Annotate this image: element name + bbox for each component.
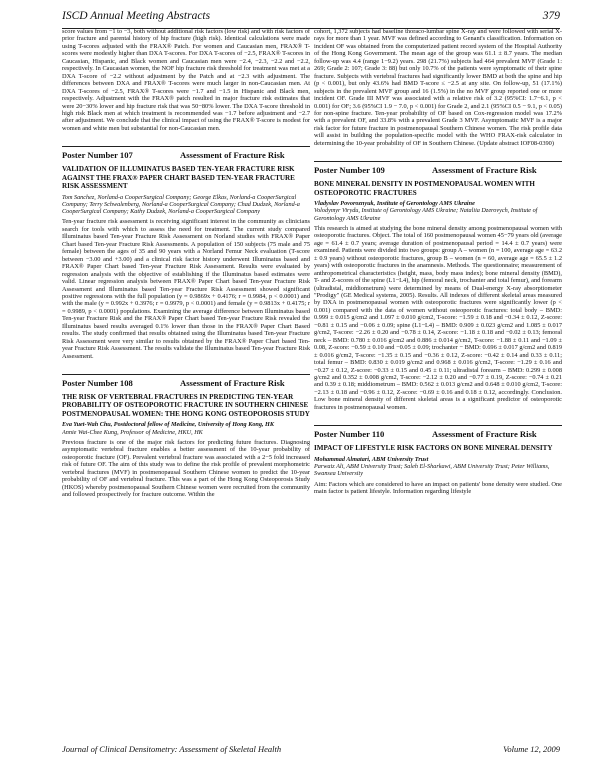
poster-heading <box>62 150 310 161</box>
poster-number: Poster Number 108 <box>62 378 133 389</box>
lead-author: Eva Yuet-Wah Chu, Postdoctoral fellow of Medicine, University of Hong Kong, HK <box>62 421 274 429</box>
abstract-title: IMPACT OF LIFESTYLE RISK FACTORS ON BONE MINERAL DENSITY <box>314 444 553 453</box>
poster-heading <box>62 378 310 389</box>
continued-abstract-text: cohort, 1,372 subjects had baseline thoraco-lumbar spine X-ray and were followed with serial X-rays for more than 1 year. MVF was defined according to Genant's classification. Information on incident OF was obtained from the computerized patient record system of the Hospital Authority of the Hong Kong Government. The mean age of the group was 61.1 ± 8.7 years. The median follow-up was 4.4 (range 1−9.2) years. 298 (21.7%) subjects had 464 prevalent MVF (Grade 1: 269; Grade 2: 107; Grade 3: 88) but only 10.7% of the patients were symptomatic of their spine fracture. Subjects with vertebral fractures had significantly lower BMD at both the spine and hip (p < 0.001), but only 43.6% had BMD T-score ≤ −2.5 at any site. On follow-up, 51 (17.1%) subjects in the prevalent MVF group and 16 (1.5%) in the no MVF group reported one or more incident OF. Grade III MVF was associated with a relative risk of 3.2 (95%CI: 1.7−6.1, p < 0.001) for OF; 3.6 (95%CI 1.9 − 7.0, p < 0.001) for Grade 2, and 2.1 (95%CI 0.5 − 9.1, p < 0.05) for non-spine fracture. Ten-year probability of OF based on Cox-regression model was 17.2% with a prevalent OF, and 33.8% with a prevalent Grade 3 MVF. Asymptomatic MVF is a major risk factor for future fracture in postmenopausal Southern Chinese women. The risk profile data will assist in building the population-specific model with the WHO FRAX-risk calculator in determining the 10-year probability of OF in Southern Chinese. (Update abstract IOF08-0390) <box>314 28 562 147</box>
abstract-authors <box>314 456 562 478</box>
poster-110 <box>314 425 562 495</box>
poster-number: Poster Number 109 <box>314 165 385 176</box>
lead-author: Mohammad Almatari, ABM University Trust <box>314 455 429 463</box>
abstract-body: This research is aimed at studying the bone mineral density among postmenopausal women with osteoporotic fractures. Object. The total of 160 postmenopausal women 45−79 years old (average age = 61.4 ± 0.7 years; average duration of postmenopausal period = 14.4 ± 0.7 years) were examined. Patients were divided into two groups: group A – women (n = 100, average age = 63.2 ± 0.9 years) without osteoporotic fractures, group B – women (n = 60, average age = 65.5 ± 1.2 years) with osteoporotic fractures in the anamnesis. Methods. The questionnaire; measurement of anthropometrical characteristics (height, mass, body mass index); bone mineral density (BMD), T- and Z-scores of the spine (L1−L4), hip (femoral neck, trochanter and total femur), and forearm (ultradistal, middiometrum) were determined by means of Dual-energy X-ray absorptiometer "Prodigy" (GE Medical systems, 2005). Results. All indexes of different skeletal areas measured by DXA in postmenopausal women with osteoporotic fractures were significantly lower (p < 0.001) compared with the data of women without osteoporotic fractures: total body – BMD: 0.999 ± 0.015 g/cm2 and 1.097 ± 0.010 g/cm2, T-score: −1.59 ± 0.18 and −0.34 ± 0.12, Z-score: −0.81 ± 0.15 and −0.06 ± 0.09; spine (L1−L4) – BMD: 0.909 ± 0.023 g/cm2 and 1.085 ± 0.017 g/cm2, T-score: −2.26 ± 0.20 and −0.78 ± 0.14, Z-score: −1.18 ± 0.18 and −0.02 ± 0.13; femoral neck – BMD: 0.780 ± 0.016 g/cm2 and 0.886 ± 0.014 g/cm2, T-score: −1.88 ± 0.11 and −1.09 ± 0.08, Z-score: −0.59 ± 0.10 and −0.05 ± 0.09; trochanter − BMD: 0.696 ± 0.017 g/cm2 and 0.819 ± 0.016 g/cm2, T-score: −1.35 ± 0.15 and −0.36 ± 0.12, Z-score: −0.42 ± 0.14 and 0.33 ± 0.11; total femur – BMD: 0.830 ± 0.019 g/cm2 and 0.968 ± 0.016 g/cm2, T-score: −1.29 ± 0.16 and −0.27 ± 0.12, Z-score: −0.33 ± 0.15 and 0.45 ± 0.11; ultradistal forearm – BMD: 0.299 ± 0.008 g/cm2 and 0.352 ± 0.008 g/cm2, T-score: −2.12 ± 0.20 and −0.77 ± 0.19, Z-score: −0.74 ± 0.21 and 0.39 ± 0.18; middiometrum – BMD: 0.562 ± 0.013 g/cm2 and 0.648 ± 0.010 g/cm2, T-score: −2.13 ± 0.18 and −0.96 ± 0.12, Z-score: −0.69 ± 0.16 and 0.18 ± 0.12, accordingly. Conclusion. Low bone mineral density of different skeletal areas is a significant predictor of osteoporotic fractures in postmenopausal women. <box>314 224 562 411</box>
volume-year: Volume 12, 2009 <box>503 744 560 754</box>
abstract-authors <box>62 421 310 436</box>
abstract-title: VALIDATION OF ILLUMINATUS BASED TEN-YEAR FRACTURE RISK AGAINST THE FRAX® PAPER CHART BASED TEN-YEAR FRACTURE RISK ASSESSMENT <box>62 165 295 191</box>
right-column <box>314 28 562 742</box>
abstract-body: Aim: Factors which are considered to have an impact on patients' bone density were studied. One main factor is patient lifestyle. Information regarding lifestyle <box>314 480 562 496</box>
poster-107 <box>62 146 310 360</box>
left-column <box>62 28 310 742</box>
continued-abstract-text: score values from −1 to −3, both without additional risk factors (low risk) and with risk factors of prior fracture and parental history of hip fracture (high risk). Identical calculations were made using T-scores adjusted with the FRAX® Patch. For women and Caucasian men, FRAX® T-scores were modestly higher than DXA T-scores. For DXA T-scores of −2.5, FRAX® T-scores in Caucasian, Hispanic, and Black women and Caucasian men were −2.4, −2.3, −2.2 and −2.2, respectively. In Caucasian women, the NOF hip fracture risk threshold for treatment was met at a DXA T-score of −2.2 without adjustment by the Patch and at −2.3 with adjustment. The differences between DXA and FRAX® T-scores were much larger in non-Caucasian men. At DXA T-scores of −2.5, FRAX® T-scores were −1.7 and −1.5 in Hispanic and Black men, respectively. Adjustment with the FRAX® patch resulted in major fracture risk estimates that were 20−30% lower and hip fracture risk that was 50−80% lower. The DXA T-score threshold in high risk Black men at which treatment is recommended was −1.7 before adjustment and −2.7 after adjustment. We conclude that the clinical impact of using the FRAX® T-score is modest for women and white men but substantial for non-Caucasian men. <box>62 28 310 132</box>
running-header <box>62 8 560 29</box>
abstract-body: Previous fracture is one of the major risk factors for predicting future fractures. Diagnosing asymptomatic vertebral fracture enables a better assessment of the 10-year probability of osteoporotic fracture (OF). Prevalent vertebral fracture was associated with a 2−5 fold increased risk of future OF. The aim of this study was to define the risk profile of prevalent morphometric vertebral fractures (MVF) in postmenopausal Southern Chinese women to predict the 10-year probability of OF and vertebral fracture. This was a part of the Hong Kong Osteoporosis Study (HKOS) whereby postmenopausal Southern Chinese women were recruited from the community and followed prospectively for fracture outcome. Within the <box>62 438 310 499</box>
poster-heading <box>314 165 562 176</box>
journal-full-title: Journal of Clinical Densitometry: Assessment of Skeletal Health <box>62 744 282 754</box>
poster-number: Poster Number 110 <box>314 429 385 440</box>
poster-category: Assessment of Fracture Risk <box>180 378 285 389</box>
page-number: 379 <box>542 10 560 22</box>
co-authors: Annie Wai-Chee Kung, Professor of Medicine, HKU, HK <box>62 428 203 436</box>
poster-number: Poster Number 107 <box>62 150 133 161</box>
co-authors: Parwaiz Ali, ABM University Trust; Saleh El-Sharkawi, ABM University Trust; Peter Williams, Swansea University <box>314 462 550 478</box>
poster-category: Assessment of Fracture Risk <box>180 150 285 161</box>
journal-running-title: ISCD Annual Meeting Abstracts <box>62 10 211 22</box>
running-footer <box>62 744 560 758</box>
lead-author: Vladyslav Povoroznyuk, Institute of Gerontology AMS Ukraine <box>314 200 475 208</box>
poster-category: Assessment of Fracture Risk <box>432 165 537 176</box>
co-authors: Volodymyr Virydu, Institute of Gerontology AMS Ukraine; Nataliia Dzerovych, Institute of Gerontology AMS Ukraine <box>314 207 538 222</box>
abstract-body: Ten-year fracture risk assessment is receiving significant interest in the community as clinicians search for tools with which to assess the need for treatment. The current study compared Illuminatus based Ten-year Fracture Risk Assessment on Norland studies with FRAX® Paper Chart based Ten-year Fracture Risk Assessments. A population of 150 subjects (75 male and 75 female) between the ages of 35 and 90 years with a Norland Femur Neck evaluation (T-score between −3.00 and +3.00) and a clinical risk factor history underwent Illuminatus based and FRAX® Paper Chart based Ten-year Fracture Risk Assessment. Results were evaluated by regression analysis with the objective of establishing if the Illuminatus based estimates were valid. Linear regression analysis between FRAX® Paper Chart based Ten-year Fracture Risk Assessment and Illuminatus based Ten-year Fracture Risk Assessment showed significant positive regressions with the full population (y = 0.9869x + 0.4176; r = 0.9984, p < 0.0001) and with the male (y = 0.992x + 0.3976; r = 0.9979, p < 0.0001) and female (y = 0.9813x + 0.4175; r = 0.9989, p < 0.0001) populations. Examining the average difference between Illuminatus based Ten-year Fracture Risk and the FRAX® Paper Chart based Ten-year Fracture Risk revealed the Illuminatus based results averaged 0.1% lower than those in the FRAX® Paper Chart Based results. The study confirmed that results obtained using the Illuminatus based Ten-year Fracture Risk Assessment were very similar to results obtained by the FRAX® Paper Chart based Ten-year Fracture Risk Assessment. The results validate the Illuminatus based Ten-year Fracture Risk Assessment. <box>62 218 310 360</box>
poster-heading <box>314 429 562 440</box>
abstract-authors <box>314 200 562 222</box>
poster-108 <box>62 374 310 498</box>
abstract-title: THE RISK OF VERTEBRAL FRACTURES IN PREDICTING TEN-YEAR PROBABILITY OF OSTEOPOROTIC FRACTURE IN SOUTHERN CHINESE POSTMENOPAUSAL WOMEN: THE HONG KONG OSTEOPOROSIS STUDY <box>62 393 310 418</box>
abstract-title: BONE MINERAL DENSITY IN POSTMENOPAUSAL WOMEN WITH OSTEOPOROTIC FRACTURES <box>314 180 535 197</box>
poster-category: Assessment of Fracture Risk <box>432 429 537 440</box>
abstract-authors: Tom Sanchez, Norland-a CooperSurgical Company; George Elkas, Norland-a CooperSurgical Company; Terry Schwalenberg, Norland-a CooperSurgical Company; Chad Dudzek, Norland-a CooperSurgical Company; Kathy Dudzek, Norland-a CooperSurgical Company <box>62 193 300 216</box>
poster-109 <box>314 161 562 411</box>
